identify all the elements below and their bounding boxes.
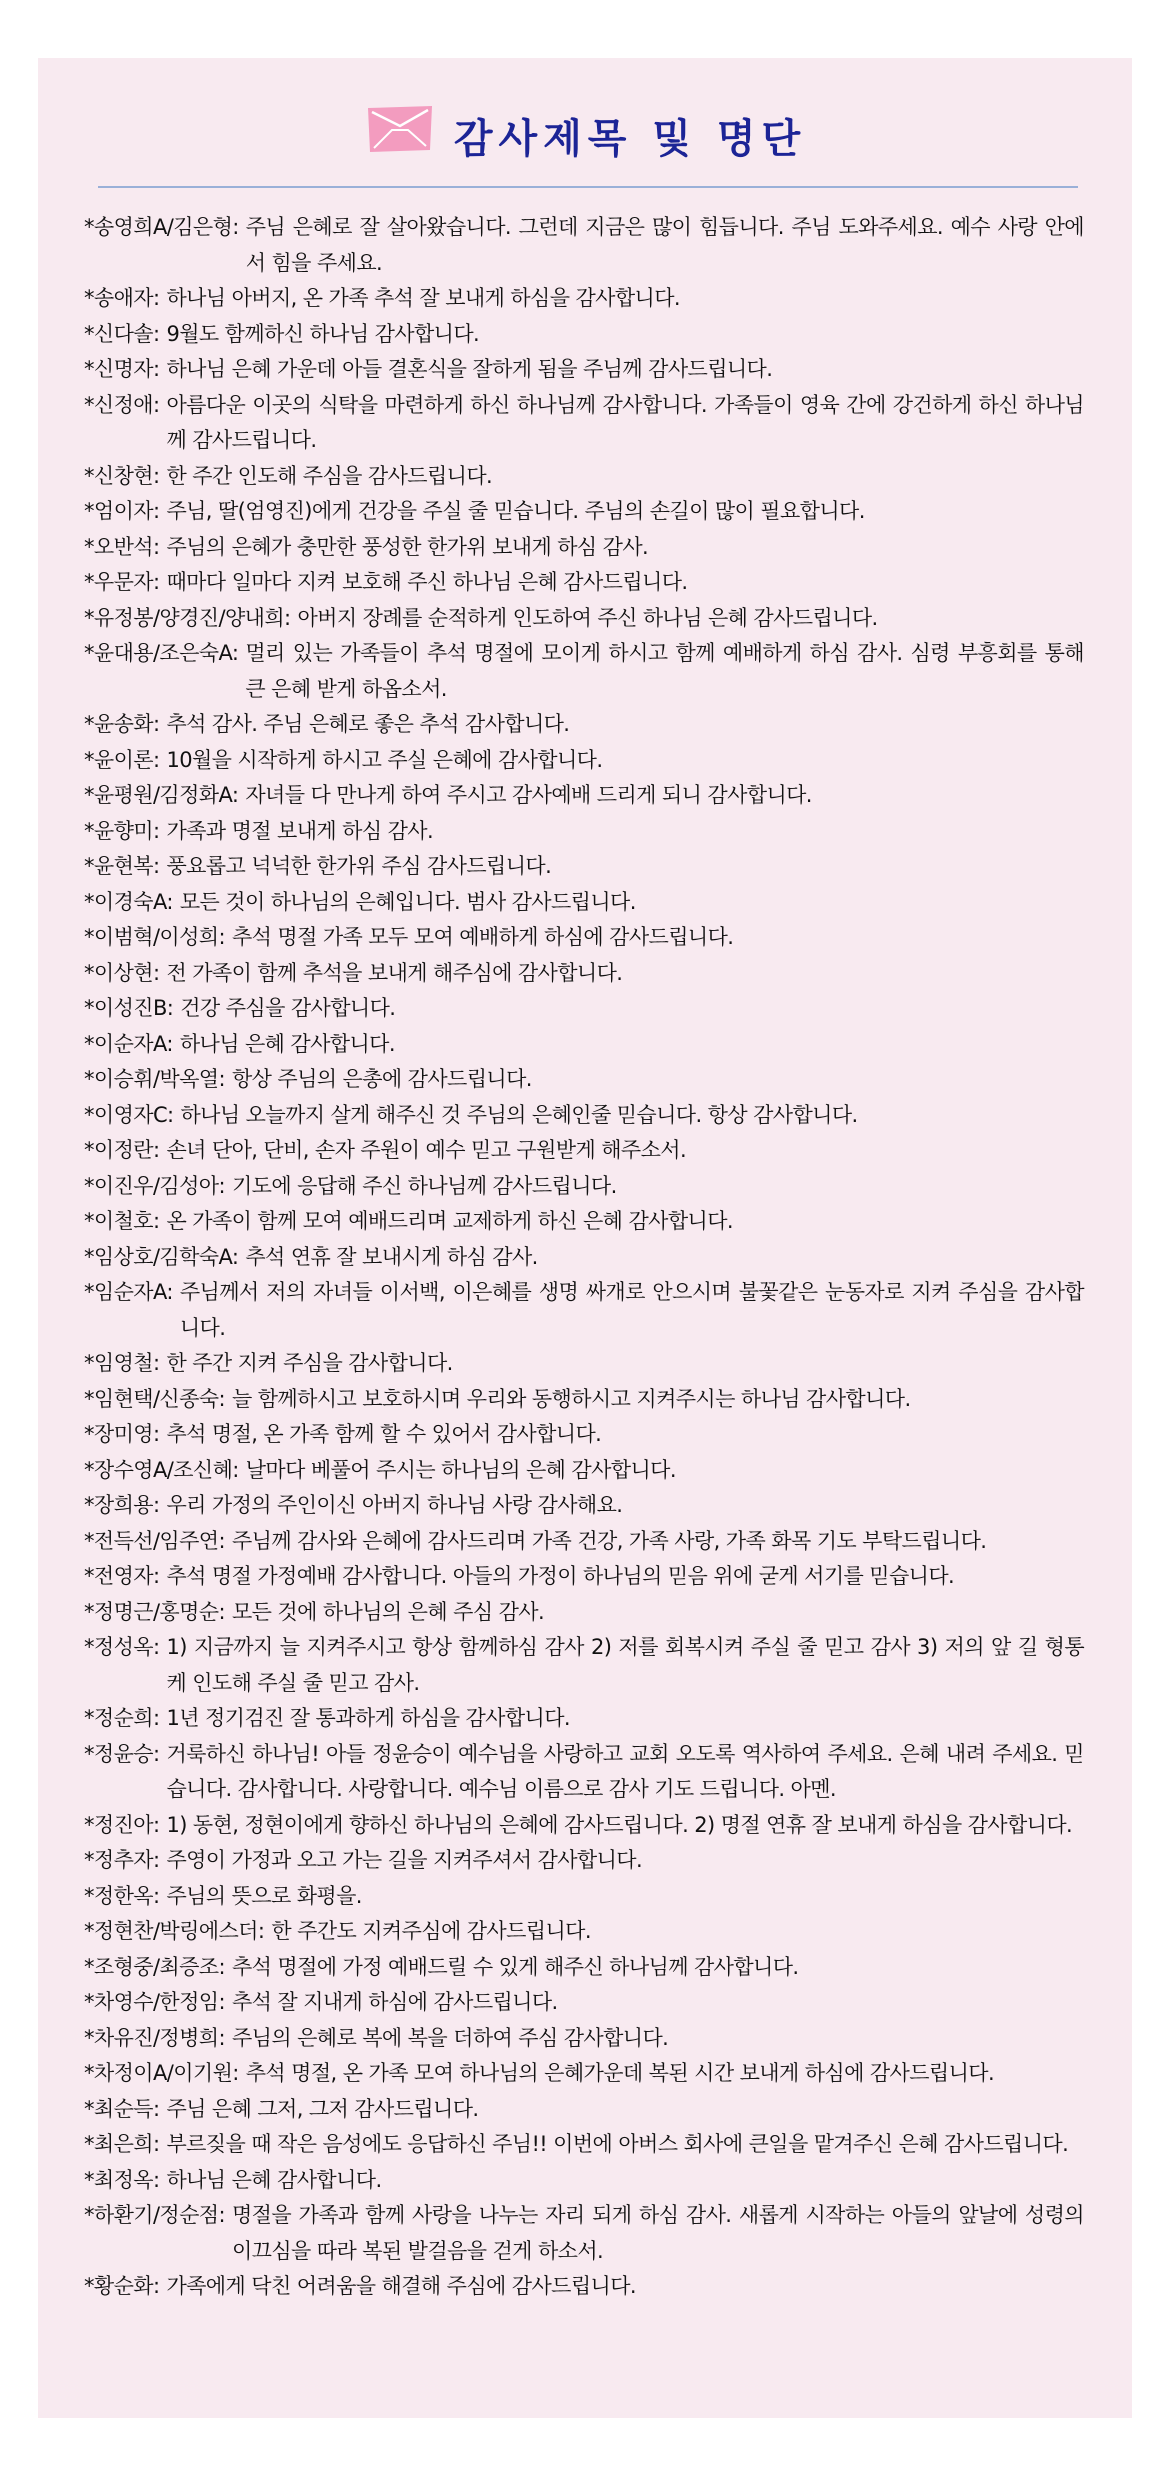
entry-message: 자녀들 다 만나게 하여 주시고 감사예배 드리게 되니 감사합니다. [245, 783, 812, 807]
entry-name: *송애자: [84, 286, 160, 310]
entry-name: *임현택/신종숙: [84, 1386, 225, 1411]
entry-name: *신다솔: [84, 321, 160, 346]
list-item [84, 1879, 1084, 1915]
list-item [84, 1950, 1084, 1986]
entry-message: 아름다운 이곳의 식탁을 마련하게 하신 하나님께 감사합니다. 가족들이 영육 간에 강건하게 하신 하나님께 감사드립니다. [166, 392, 1084, 452]
entry-message: 모든 것이 하나님의 은혜입니다. 범사 감사드립니다. [179, 889, 636, 914]
list-item [84, 1701, 1084, 1737]
list-item [84, 885, 1084, 921]
entry-message: 주님의 뜻으로 화평을. [166, 1883, 362, 1908]
entry-message: 1년 정기검진 잘 통과하게 하심을 감사합니다. [166, 1706, 570, 1730]
list-item [84, 210, 1084, 281]
list-item [84, 1808, 1084, 1844]
entry-name: *하환기/정순점: [84, 2203, 225, 2227]
list-item [84, 459, 1084, 495]
entry-message: 가족과 명절 보내게 하심 감사. [166, 818, 434, 843]
entry-message: 하나님 은혜 감사합니다. [166, 2167, 382, 2192]
entry-message: 추석 명절, 온 가족 함께 할 수 있어서 감사합니다. [166, 1422, 602, 1446]
entry-message: 때마다 일마다 지켜 보호해 주신 하나님 은혜 감사드립니다. [166, 570, 688, 594]
list-item [84, 1382, 1084, 1418]
entry-message: 건강 주심을 감사합니다. [180, 996, 396, 1020]
list-item [84, 1204, 1084, 1240]
entry-name: *정순희: [84, 1706, 160, 1730]
list-item [84, 849, 1084, 885]
entry-message: 모든 것에 하나님의 은혜 주심 감사. [231, 1599, 545, 1624]
list-item [84, 1914, 1084, 1950]
list-item [84, 707, 1084, 743]
list-item [84, 317, 1084, 353]
entry-name: *엄이자: [84, 499, 160, 523]
entry-message: 명절을 가족과 함께 사랑을 나누는 자리 되게 하심 감사. 새롭게 시작하는 아들의 앞날에 성령의 이끄심을 따라 복된 발걸음을 걷게 하소서. [231, 2203, 1084, 2263]
title-divider [98, 186, 1078, 188]
entry-name: *이범혁/이성희: [84, 925, 225, 949]
entry-message: 추석 명절 가족 모두 모여 예배하게 하심에 감사드립니다. [231, 925, 734, 949]
entry-name: *임영철: [84, 1351, 160, 1375]
list-item [84, 1417, 1084, 1453]
entry-name: *정추자: [84, 1848, 160, 1872]
list-item [84, 814, 1084, 850]
entry-name: *송영희A/김은형: [84, 215, 239, 239]
entry-name: *최은희: [84, 2132, 160, 2156]
list-item [84, 1275, 1084, 1346]
entry-message: 주님께서 저의 자녀들 이서백, 이은혜를 생명 싸개로 안으시며 불꽃같은 눈동자로 지켜 주심을 감사합니다. [179, 1280, 1084, 1340]
entry-message: 하나님 은혜 감사합니다. [179, 1031, 395, 1056]
entry-message: 주님의 은혜로 복에 복을 더하여 주심 감사합니다. [231, 2025, 669, 2050]
entry-message: 날마다 베풀어 주시는 하나님의 은혜 감사합니다. [245, 1457, 676, 1482]
list-item [84, 2056, 1084, 2092]
entry-message: 주님께 감사와 은혜에 감사드리며 가족 건강, 가족 사랑, 가족 화목 기도 부탁드립니다. [231, 1528, 987, 1553]
page-title: 감사제목 및 명단 [453, 115, 807, 162]
list-item [84, 778, 1084, 814]
entry-name: *장수영A/조신혜: [84, 1457, 239, 1482]
list-item [84, 1062, 1084, 1098]
entry-message: 온 가족이 함께 모여 예배드리며 교제하게 하신 은혜 감사합니다. [166, 1209, 733, 1233]
entry-message: 주님 은혜 그저, 그저 감사드립니다. [166, 2096, 479, 2121]
entry-message: 추석 잘 지내게 하심에 감사드립니다. [231, 1990, 558, 2014]
entry-message: 한 주간도 지켜주심에 감사드립니다. [271, 1919, 591, 1943]
list-item [84, 2092, 1084, 2128]
list-item [84, 281, 1084, 317]
entry-name: *윤현복: [84, 854, 160, 878]
entry-message: 가족에게 닥친 어려움을 해결해 주심에 감사드립니다. [166, 2274, 636, 2298]
entry-message: 부르짖을 때 작은 음성에도 응답하신 주님!! 이번에 아버스 회사에 큰일을 맡겨주신 은혜 감사드립니다. [166, 2132, 1069, 2156]
entry-message: 추석 명절 가정예배 감사합니다. 아들의 가정이 하나님의 믿음 위에 굳게 서기를 믿습니다. [166, 1564, 955, 1588]
entry-name: *장미영: [84, 1422, 160, 1446]
entry-name: *윤이론: [84, 747, 160, 772]
entry-message: 전 가족이 함께 추석을 보내게 해주심에 감사합니다. [166, 960, 623, 985]
list-item [84, 352, 1084, 388]
entry-name: *이순자A: [84, 1031, 173, 1056]
entry-name: *유정봉/양경진/양내희: [84, 605, 291, 630]
entry-message: 추석 명절, 온 가족 모여 하나님의 은혜가운데 복된 시간 보내게 하심에 감사드립니다. [245, 2061, 995, 2085]
entry-message: 추석 명절에 가정 예배드릴 수 있게 해주신 하나님께 감사합니다. [231, 1954, 799, 1979]
list-item [84, 1488, 1084, 1524]
bulletin-page [38, 58, 1132, 2418]
entry-message: 늘 함께하시고 보호하시며 우리와 동행하시고 지켜주시는 하나님 감사합니다. [231, 1386, 911, 1411]
list-item [84, 1133, 1084, 1169]
list-item [84, 1027, 1084, 1063]
entry-message: 추석 연휴 잘 보내시게 하심 감사. [245, 1244, 538, 1269]
entry-name: *신정애: [84, 392, 160, 417]
entry-message: 아버지 장례를 순적하게 인도하여 주신 하나님 은혜 감사드립니다. [297, 605, 878, 630]
entry-name: *최정옥: [84, 2167, 160, 2192]
entry-message: 주님 은혜로 잘 살아왔습니다. 그런데 지금은 많이 힘듭니다. 주님 도와주세요. 예수 사랑 안에서 힘을 주세요. [245, 215, 1084, 275]
list-item [84, 743, 1084, 779]
entry-name: *차정이A/이기원: [84, 2061, 239, 2085]
entry-name: *정진아: [84, 1812, 160, 1837]
entry-message: 1) 동현, 정현이에게 향하신 하나님의 은혜에 감사드립니다. 2) 명절 연휴 잘 보내게 하심을 감사합니다. [166, 1812, 1073, 1837]
entry-name: *이진우/김성아: [84, 1173, 225, 1198]
list-item [84, 920, 1084, 956]
entry-message: 하나님 은혜 가운데 아들 결혼식을 잘하게 됨을 주님께 감사드립니다. [166, 357, 773, 381]
entry-message: 주님, 딸(엄영진)에게 건강을 주실 줄 믿습니다. 주님의 손길이 많이 필요합니다. [166, 499, 865, 523]
entry-message: 거룩하신 하나님! 아들 정윤승이 예수님을 사랑하고 교회 오도록 역사하여 주세요. 은혜 내려 주세요. 믿습니다. 감사합니다. 사랑합니다. 예수님 이름으로 감사 기도 드립니다. 아멘. [166, 1741, 1084, 1801]
list-item [84, 1240, 1084, 1276]
entry-name: *이성진B: [84, 996, 174, 1020]
list-item [84, 1630, 1084, 1701]
title-row [38, 100, 1132, 170]
entry-name: *임순자A: [84, 1280, 173, 1304]
entry-message: 10월을 시작하게 하시고 주실 은혜에 감사합니다. [166, 747, 603, 772]
entry-name: *전득선/임주연: [84, 1528, 225, 1553]
list-item [84, 1098, 1084, 1134]
list-item [84, 636, 1084, 707]
entry-name: *윤대용/조은숙A: [84, 641, 239, 665]
entry-name: *우문자: [84, 570, 160, 594]
entry-name: *이승휘/박옥열: [84, 1067, 225, 1091]
entry-name: *정윤승: [84, 1741, 160, 1766]
entry-message: 항상 주님의 은총에 감사드립니다. [231, 1067, 532, 1091]
list-item [84, 1559, 1084, 1595]
list-item [84, 1346, 1084, 1382]
entry-name: *이영자C: [84, 1102, 174, 1127]
entry-name: *윤평원/김정화A: [84, 783, 239, 807]
entry-name: *정한옥: [84, 1883, 160, 1908]
entry-name: *차유진/정병희: [84, 2025, 225, 2050]
entry-name: *정성옥: [84, 1635, 160, 1659]
list-item [84, 1169, 1084, 1205]
list-item [84, 1843, 1084, 1879]
list-item [84, 565, 1084, 601]
entry-name: *정명근/홍명순: [84, 1599, 225, 1624]
entry-message: 기도에 응답해 주신 하나님께 감사드립니다. [231, 1173, 617, 1198]
list-item [84, 2198, 1084, 2269]
entry-message: 9월도 함께하신 하나님 감사합니다. [166, 321, 480, 346]
entry-name: *윤향미: [84, 818, 160, 843]
list-item [84, 2127, 1084, 2163]
entry-message: 추석 감사. 주님 은혜로 좋은 추석 감사합니다. [166, 712, 570, 736]
list-item [84, 2269, 1084, 2305]
entry-name: *신명자: [84, 357, 160, 381]
entry-name: *조형중/최증조: [84, 1954, 225, 1979]
entry-name: *이경숙A: [84, 889, 173, 914]
entry-message: 주영이 가정과 오고 가는 길을 지켜주셔서 감사합니다. [166, 1848, 643, 1872]
entry-name: *이상현: [84, 960, 160, 985]
list-item [84, 956, 1084, 992]
list-item [84, 388, 1084, 459]
entry-name: *이정란: [84, 1138, 160, 1162]
entry-name: *정현찬/박링에스더: [84, 1919, 265, 1943]
entry-name: *이철호: [84, 1209, 160, 1233]
entry-name: *윤송화: [84, 712, 160, 736]
list-item [84, 1524, 1084, 1560]
thanksgiving-list [84, 210, 1084, 2305]
entry-name: *최순득: [84, 2096, 160, 2121]
list-item [84, 1737, 1084, 1808]
entry-message: 우리 가정의 주인이신 아버지 하나님 사랑 감사해요. [166, 1493, 623, 1517]
entry-name: *전영자: [84, 1564, 160, 1588]
list-item [84, 1595, 1084, 1631]
entry-message: 한 주간 인도해 주심을 감사드립니다. [166, 463, 493, 488]
entry-message: 한 주간 지켜 주심을 감사합니다. [166, 1351, 453, 1375]
entry-message: 주님의 은혜가 충만한 풍성한 한가위 보내게 하심 감사. [166, 534, 649, 559]
entry-message: 멀리 있는 가족들이 추석 명절에 모이게 하시고 함께 예배하게 하심 감사. 심령 부흥회를 통해 큰 은혜 받게 하옵소서. [245, 641, 1084, 701]
entry-name: *장희용: [84, 1493, 160, 1517]
list-item [84, 2163, 1084, 2199]
entry-name: *황순화: [84, 2274, 160, 2298]
entry-message: 1) 지금까지 늘 지켜주시고 항상 함께하심 감사 2) 저를 회복시켜 주실 줄 믿고 감사 3) 저의 앞 길 형통케 인도해 주실 줄 믿고 감사. [166, 1635, 1084, 1695]
entry-name: *신창현: [84, 463, 160, 488]
entry-message: 풍요롭고 넉넉한 한가위 주심 감사드립니다. [166, 854, 552, 878]
list-item [84, 991, 1084, 1027]
list-item [84, 494, 1084, 530]
list-item [84, 2021, 1084, 2057]
list-item [84, 1453, 1084, 1489]
list-item [84, 530, 1084, 566]
entry-name: *차영수/한정임: [84, 1990, 225, 2014]
entry-name: *오반석: [84, 534, 160, 559]
list-item [84, 1985, 1084, 2021]
entry-name: *임상호/김학숙A: [84, 1244, 239, 1269]
entry-message: 손녀 단아, 단비, 손자 주원이 예수 믿고 구원받게 해주소서. [166, 1138, 687, 1162]
entry-message: 하나님 오늘까지 살게 해주신 것 주님의 은혜인줄 믿습니다. 항상 감사합니다. [180, 1102, 858, 1127]
list-item [84, 601, 1084, 637]
entry-message: 하나님 아버지, 온 가족 추석 잘 보내게 하심을 감사합니다. [166, 286, 680, 310]
